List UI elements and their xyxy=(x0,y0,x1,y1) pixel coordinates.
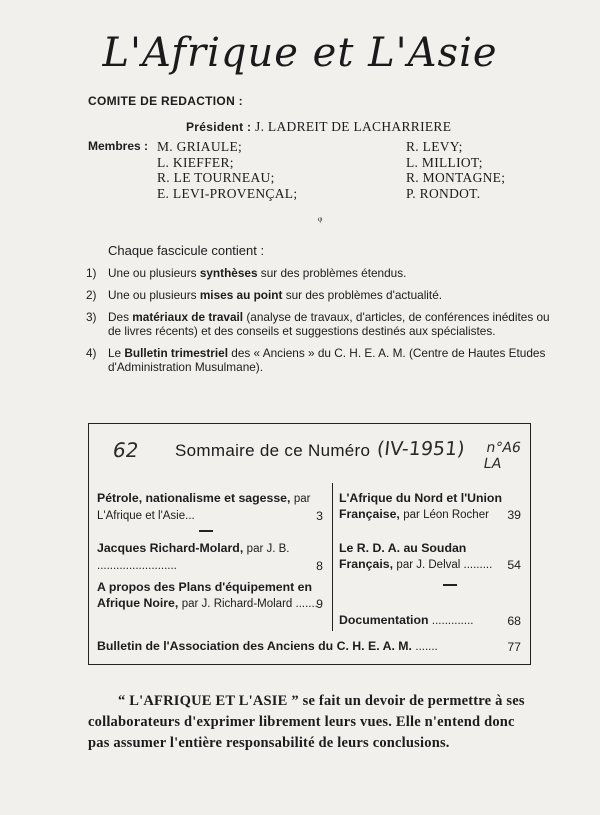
ornament-icon: ᵠ xyxy=(318,213,323,228)
entry-page: 39 xyxy=(507,508,521,522)
separator-dash xyxy=(199,530,213,532)
item-emphasis: synthèses xyxy=(199,266,258,280)
committee-heading: COMITE DE REDACTION : xyxy=(88,94,243,108)
item-emphasis: Bulletin trimestriel xyxy=(124,346,228,360)
handwritten-date: (IV-1951) xyxy=(375,438,466,460)
entry-title: Documentation xyxy=(339,613,429,627)
editorial-notice xyxy=(88,691,536,754)
handwritten-reference: n°A6 LA xyxy=(482,440,523,472)
member-name: L. KIEFFER; xyxy=(157,154,234,170)
bulletin-entry xyxy=(97,638,521,655)
item-text: Le xyxy=(108,346,125,360)
journal-title: L'Afrique et L'Asie xyxy=(102,30,498,76)
item-text: sur des problèmes étendus. xyxy=(257,266,407,280)
entry-title: A propos des Plans d'équipement en Afrique Noire, xyxy=(97,580,312,610)
president-label: Président : xyxy=(186,120,252,134)
handwritten-number: 62 xyxy=(110,438,141,462)
item-text: (analyse de travaux, d'articles, de conférences inédites ou de livres récents) et des conseils et suggestions destinés aux spécialistes. xyxy=(108,310,550,338)
entry-page: 3 xyxy=(316,509,323,523)
contents-intro: Chaque fascicule contient : xyxy=(108,243,265,258)
item-text: sur des problèmes d'actualité. xyxy=(282,288,443,302)
member-name: R. MONTAGNE; xyxy=(406,170,506,185)
members-left-column xyxy=(157,139,297,201)
item-number: 2) xyxy=(86,288,97,302)
summary-entry xyxy=(339,540,521,573)
item-number: 3) xyxy=(86,310,97,324)
entry-author: par J. Delval ......... xyxy=(396,559,493,571)
contents-item xyxy=(86,346,566,374)
separator-dash xyxy=(443,584,457,586)
entry-page: 8 xyxy=(316,559,323,573)
summary-entry xyxy=(97,579,323,612)
item-emphasis: matériaux de travail xyxy=(132,310,244,324)
members-right-column xyxy=(406,139,505,201)
item-text: Une ou plusieurs xyxy=(108,288,200,302)
summary-title: Sommaire de ce Numéro xyxy=(175,441,371,460)
entry-author: par J. Richard-Molard ....... xyxy=(181,598,318,610)
summary-entry xyxy=(97,540,323,574)
entry-leader: ....... xyxy=(415,641,438,653)
entry-title: Bulletin de l'Association des Anciens du C. H. E. A. M. xyxy=(97,639,412,653)
entry-title: L'Afrique du Nord et l'Union Française, xyxy=(339,491,502,521)
entry-page: 54 xyxy=(507,558,521,572)
entry-title: Jacques Richard-Molard, xyxy=(97,541,244,555)
item-emphasis: mises au point xyxy=(199,288,283,302)
member-name: M. GRIAULE; xyxy=(157,139,243,154)
item-text: des « Anciens » du C. H. E. A. M. (Centre de Hautes Etudes d'Administration Musulmane). xyxy=(108,346,546,374)
summary-entry xyxy=(97,490,323,524)
president-line xyxy=(186,119,451,135)
entry-title: Le R. D. A. au Soudan Français, xyxy=(339,541,467,571)
contents-item xyxy=(86,266,566,280)
summary-box xyxy=(88,423,531,665)
summary-entry xyxy=(339,490,521,523)
entry-author: par Léon Rocher xyxy=(403,509,489,521)
member-name: R. LEVY; xyxy=(406,139,463,154)
entry-title: Pétrole, nationalisme et sagesse, xyxy=(97,491,291,505)
entry-author: par J. B. ......................... xyxy=(97,543,290,572)
member-name: P. RONDOT. xyxy=(406,185,481,201)
entry-author: par L'Afrique et l'Asie... xyxy=(97,493,311,522)
item-number: 1) xyxy=(86,266,97,280)
item-number: 4) xyxy=(86,346,97,360)
summary-entry xyxy=(339,612,521,629)
members-label: Membres : xyxy=(88,139,149,153)
item-text: Des xyxy=(108,310,133,324)
entry-page: 77 xyxy=(507,640,521,654)
member-name: R. LE TOURNEAU; xyxy=(157,170,275,185)
notice-text: “ L'AFRIQUE ET L'ASIE ” se fait un devoir de permettre à ses collaborateurs d'exprimer librement leurs vues. Elle n'entend donc pas assumer l'entière responsabilité de leurs conclusions. xyxy=(88,693,525,751)
contents-item xyxy=(86,288,566,302)
member-name: L. MILLIOT; xyxy=(406,154,483,170)
president-name: J. LADREIT DE LACHARRIERE xyxy=(255,119,452,134)
entry-page: 68 xyxy=(507,614,521,628)
item-text: Une ou plusieurs xyxy=(108,266,200,280)
contents-list xyxy=(86,266,566,382)
contents-item xyxy=(86,310,566,338)
entry-author: ............. xyxy=(431,615,474,627)
column-divider xyxy=(332,483,333,631)
entry-page: 9 xyxy=(316,597,323,611)
member-name: E. LEVI-PROVENÇAL; xyxy=(157,185,298,201)
